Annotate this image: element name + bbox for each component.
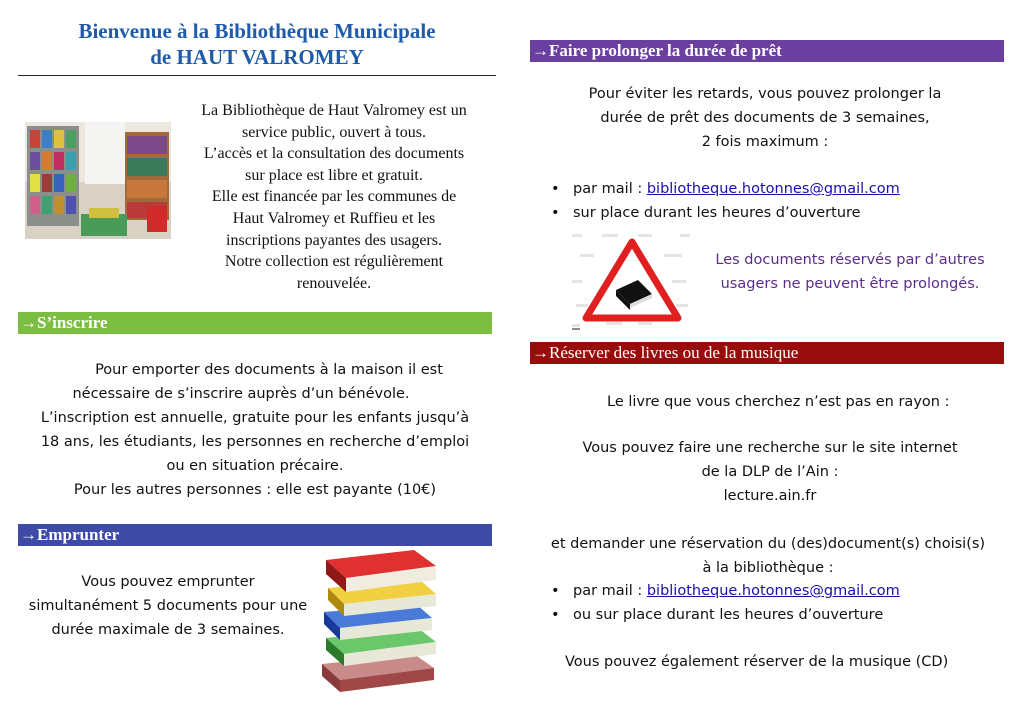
arrow-icon: → [532, 41, 549, 60]
reserver-heading-label: Réserver des livres ou de la musique [549, 343, 799, 362]
list-item: • ou sur place durant les heures d’ouverture [551, 603, 1001, 627]
list-item [551, 579, 1001, 603]
intro-line: Notre collection est régulièrement [224, 253, 444, 271]
inscrire-line: ou en situation précaire. [166, 458, 344, 474]
intro-line: La Bibliothèque de Haut Valromey est un [201, 102, 467, 119]
reserver-heading [530, 342, 1004, 364]
email-link[interactable]: bibliotheque.hotonnes@gmail.com [646, 583, 900, 599]
inscrire-line: L’inscription est annuelle, gratuite pour les enfants jusqu’à [40, 410, 470, 426]
arrow-icon: → [532, 343, 549, 362]
inscrire-heading [18, 312, 492, 334]
reserver-music: Vous pouvez également réserver de la musique (CD) [565, 654, 949, 670]
prolonger-line: durée de prêt des documents de 3 semaines, [600, 110, 930, 126]
page-title-line1: Bienvenue à la Bibliothèque Municipale [78, 19, 436, 43]
emprunter-heading [18, 524, 492, 546]
intro-line: service public, ouvert à tous. [242, 123, 426, 141]
emprunter-line: Vous pouvez emprunter [81, 574, 255, 590]
arrow-icon: → [20, 525, 37, 544]
reserver-request-line: et demander une réservation du (des)document(s) choisi(s) [550, 536, 986, 552]
reserver-search-line: Vous pouvez faire une recherche sur le site internet [582, 440, 958, 456]
inscrire-line: nécessaire de s’inscrire auprès d’un bénévole. [72, 386, 410, 402]
intro-line: renouvelée. [296, 274, 372, 292]
intro-line: L’accès et la consultation des documents [203, 145, 465, 163]
intro-line: sur place est libre et gratuit. [245, 166, 423, 184]
intro-line: inscriptions payantes des usagers. [226, 231, 442, 249]
intro-line: Haut Valromey et Ruffieu et les [232, 209, 436, 227]
prolonger-list [551, 177, 1001, 225]
page-title-line2: de HAUT VALROMEY [150, 45, 364, 69]
warning-line: usagers ne peuvent être prolongés. [720, 276, 980, 292]
bullet-label: par mail : [573, 181, 647, 197]
warning-text [698, 248, 1002, 296]
reserver-intro: Le livre que vous cherchez n’est pas en rayon : [607, 394, 950, 410]
book-stack-image [318, 546, 442, 694]
title-divider [18, 75, 496, 76]
bullet-label: par mail : [573, 583, 647, 599]
reserver-search [540, 436, 1000, 508]
inscrire-line: Pour les autres personnes : elle est payante (10€) [73, 482, 437, 498]
library-photo [25, 122, 171, 239]
list-item [551, 177, 1001, 201]
reserver-request [530, 532, 1006, 580]
intro-text [176, 100, 492, 294]
intro-line: Elle est financée par les communes de [211, 188, 457, 206]
inscrire-text [10, 358, 500, 502]
inscrire-heading-label: S’inscrire [37, 313, 108, 332]
prolonger-heading-label: Faire prolonger la durée de prêt [549, 41, 782, 60]
warning-sign-image [572, 232, 692, 332]
inscrire-line-text: Pour emporter des documents à la maison il est [95, 362, 443, 378]
prolonger-heading [530, 40, 1004, 62]
emprunter-line: durée maximale de 3 semaines. [51, 622, 285, 638]
emprunter-heading-label: Emprunter [37, 525, 120, 544]
prolonger-line: 2 fois maximum : [701, 134, 829, 150]
reserver-request-line: à la bibliothèque : [702, 560, 834, 576]
prolonger-text [530, 82, 1000, 154]
inscrire-line [10, 358, 500, 382]
inscrire-line: 18 ans, les étudiants, les personnes en recherche d’emploi [40, 434, 470, 450]
email-link[interactable]: bibliotheque.hotonnes@gmail.com [646, 181, 900, 197]
reserver-search-line: de la DLP de l’Ain : [701, 464, 839, 480]
reserver-list [551, 579, 1001, 627]
reserver-site: lecture.ain.fr [723, 488, 817, 504]
warning-line: Les documents réservés par d’autres [715, 252, 985, 268]
emprunter-text [16, 570, 320, 642]
emprunter-line: simultanément 5 documents pour une [28, 598, 308, 614]
prolonger-line: Pour éviter les retards, vous pouvez prolonger la [588, 86, 942, 102]
page-title [18, 18, 496, 70]
arrow-icon: → [20, 313, 37, 332]
list-item: • sur place durant les heures d’ouverture [551, 201, 1001, 225]
